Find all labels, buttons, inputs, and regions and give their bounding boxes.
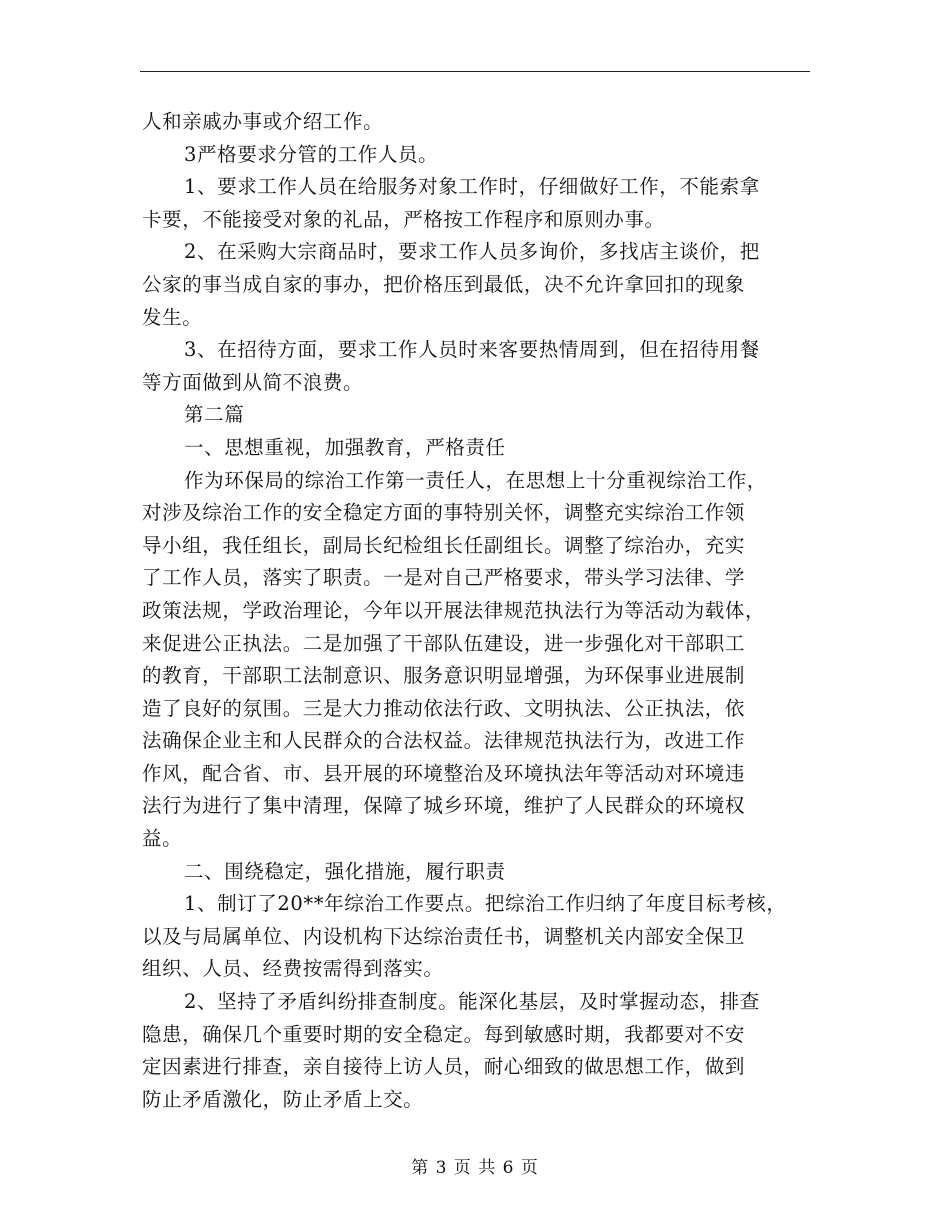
- text-line: 组织、人员、经费按需得到落实。: [142, 957, 444, 981]
- text-line: 人和亲戚办事或介绍工作。: [142, 110, 384, 133]
- paragraph: [142, 334, 810, 399]
- text-line: 3严格要求分管的工作人员。: [184, 142, 439, 166]
- paragraph: [142, 888, 810, 986]
- paragraph: [142, 171, 810, 236]
- text-line: 第二篇: [184, 403, 245, 427]
- paragraph: [142, 856, 810, 889]
- text-line: 2、坚持了矛盾纠纷排查制度。能深化基层，及时掌握动态，排查: [184, 990, 760, 1014]
- document-body: [142, 106, 810, 1116]
- paragraph: [142, 465, 810, 856]
- text-line: 作风，配合省、市、县开展的环境整治及环境执法年等活动对环境违: [142, 761, 746, 785]
- paragraph: [142, 399, 810, 432]
- text-line: 的教育，干部职工法制意识、服务意识明显增强，为环保事业进展制: [142, 664, 746, 688]
- text-line: 2、在采购大宗商品时，要求工作人员多询价，多找店主谈价，把: [184, 240, 760, 264]
- paragraph: [142, 139, 810, 172]
- text-line: 政策法规，学政治理论，今年以开展法律规范执法行为等活动为载体，: [142, 598, 766, 622]
- text-line: 隐患，确保几个重要时期的安全稳定。每到敏感时期，我都要对不安: [142, 1022, 746, 1046]
- text-line: 公家的事当成自家的事办，把价格压到最低，决不允许拿回扣的现象: [142, 272, 746, 296]
- text-line: 一、思想重视，加强教育，严格责任: [184, 435, 506, 459]
- text-line: 3、在招待方面，要求工作人员时来客要热情周到，但在招待用餐: [184, 338, 760, 362]
- text-line: 1、制订了20**年综治工作要点。把综治工作归纳了年度目标考核，: [184, 892, 787, 916]
- text-line: 法确保企业主和人民群众的合法权益。法律规范执法行为，改进工作: [142, 729, 746, 753]
- page-number: 第 3 页 共 6 页: [411, 1158, 539, 1178]
- text-line: 防止矛盾激化，防止矛盾上交。: [142, 1087, 424, 1111]
- text-line: 了工作人员，落实了职责。一是对自己严格要求，带头学习法律、学: [142, 566, 746, 590]
- text-line: 以及与局属单位、内设机构下达综治责任书，调整机关内部安全保卫: [142, 924, 746, 948]
- text-line: 发生。: [142, 305, 203, 329]
- text-line: 法行为进行了集中清理，保障了城乡环境，维护了人民群众的环境权: [142, 794, 746, 818]
- text-line: 定因素进行排查，亲自接待上访人员，耐心细致的做思想工作，做到: [142, 1055, 746, 1079]
- header-rule: [140, 71, 810, 72]
- text-line: 导小组，我任组长，副局长纪检组长任副组长。调整了综治办，充实: [142, 533, 746, 557]
- text-line: 等方面做到从简不浪费。: [142, 370, 364, 394]
- text-line: 造了良好的氛围。三是大力推动依法行政、文明执法、公正执法，依: [142, 696, 746, 720]
- paragraph: [142, 236, 810, 334]
- text-line: 1、要求工作人员在给服务对象工作时，仔细做好工作，不能索拿: [184, 175, 760, 199]
- text-line: 来促进公正执法。二是加强了干部队伍建设，进一步强化对干部职工: [142, 631, 746, 655]
- text-line: 卡要，不能接受对象的礼品，严格按工作程序和原则办事。: [142, 207, 665, 231]
- text-line: 作为环保局的综治工作第一责任人，在思想上十分重视综治工作，: [184, 468, 767, 492]
- text-line: 二、围绕稳定，强化措施，履行职责: [184, 859, 506, 883]
- paragraph: [142, 432, 810, 465]
- text-line: 对涉及综治工作的安全稳定方面的事特别关怀，调整充实综治工作领: [142, 501, 746, 525]
- paragraph: [142, 986, 810, 1116]
- text-line: 益。: [142, 827, 183, 851]
- paragraph: [142, 106, 810, 139]
